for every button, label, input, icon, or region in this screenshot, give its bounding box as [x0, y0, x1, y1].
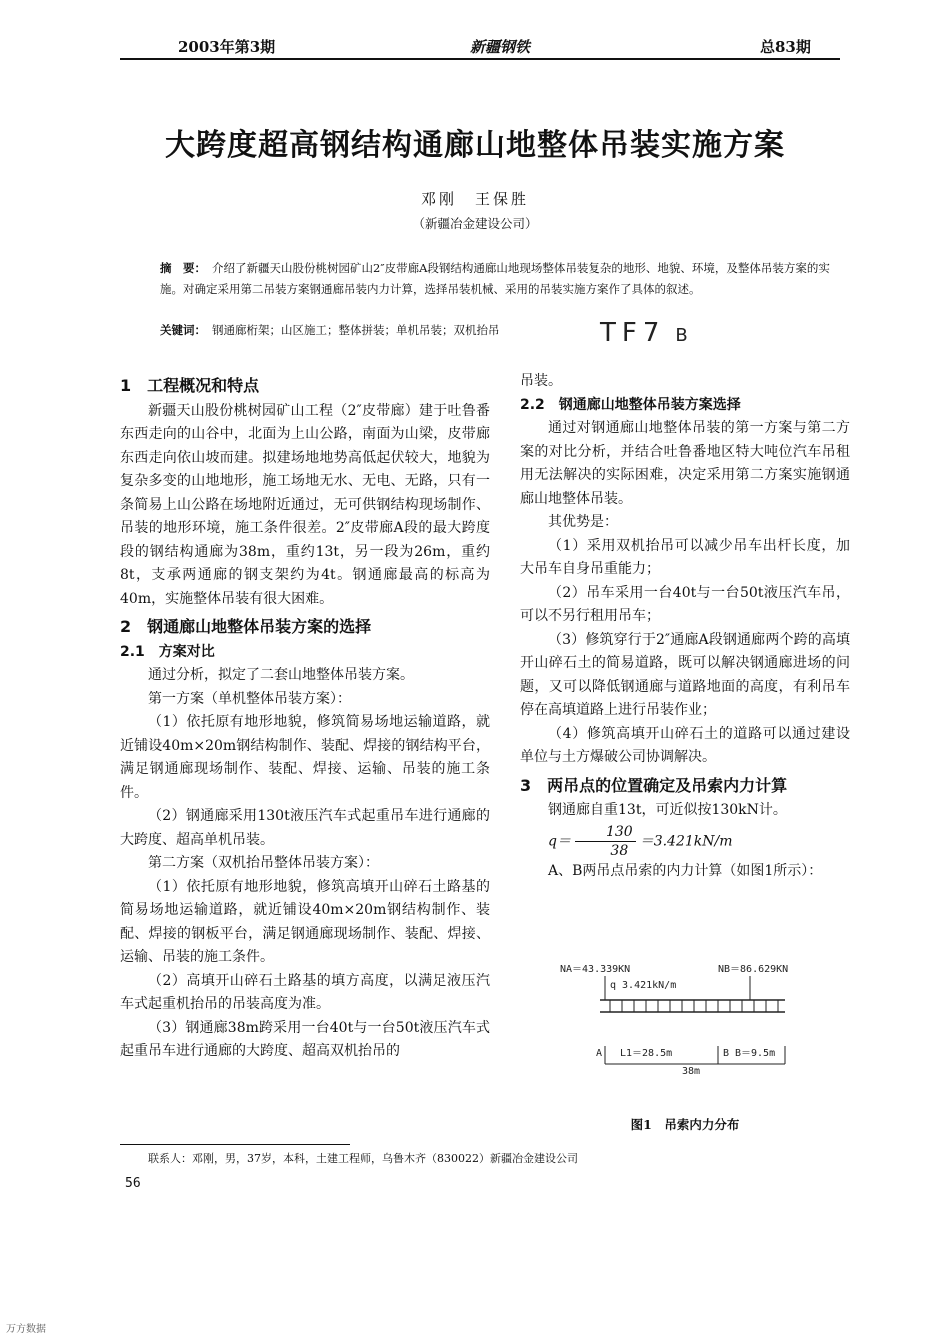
formula-numerator: 130 [575, 823, 636, 842]
handwritten-code: TF7 [600, 318, 666, 348]
formula-q [520, 823, 850, 860]
force-nb-label: NB＝86.629KN [718, 964, 789, 975]
authors: 邓刚 王保胜 [420, 190, 529, 208]
keywords-text: 钢通廊桁架；山区施工；整体拼装；单机吊装；双机抬吊 [212, 323, 500, 337]
advantage-3: （3）修筑穿行于2″通廊A段钢通廊两个跨的高填开山碎石土的简易道路，既可以解决钢通廊进场的问题，又可以降低钢通廊与道路地面的高度，有利吊车停在高填道路上进行吊装作业； [520, 631, 850, 718]
distributed-load [610, 1000, 778, 1012]
section-2-1-heading: 2.1 方案对比 [120, 643, 215, 660]
author-footnote: 联系人：邓刚，男，37岁，本科，土建工程师，乌鲁木齐（830022）新疆冶金建设公司 [148, 1152, 578, 1165]
continued-text: 吊装。 [520, 373, 562, 389]
plan-2-heading: 第二方案（双机抬吊整体吊装方案）： [148, 855, 379, 871]
section-1-paragraph: 新疆天山股份桃树园矿山工程（2″皮带廊）建于吐鲁番东西走向的山谷中，北面为上山公路，南面为山梁，皮带廊东西走向依山坡而建。拟建场地地势高低起伏较大，地貌为复杂多变的山地地形，施工场地无水、无电、无路，只有一条简易上山公路在场地附近通过，无可供钢结构现场制作、吊装的地形环境，施工条件很差。2″皮带廊A段的最大跨度段的钢结构通廊为38m，重约13t，另一段为26m，重约8t，支承两通廊的钢支架约为4t。钢通廊最高的标高为40m，实施整体吊装有很大困难。 [120, 402, 490, 607]
load-q-label: q 3.421kN/m [610, 980, 677, 991]
plan-1-item-1: （1）依托原有地形地貌，修筑简易场地运输道路，就近铺设40m×20m钢结构制作、装配、焊接的钢结构平台，满足钢通廊现场制作、装配、焊接、运输、吊装的施工条件。 [120, 714, 490, 801]
paragraph: A、B两吊点吊索的内力计算（如图1所示）： [548, 862, 823, 879]
support-a-label: A [596, 1048, 603, 1059]
section-3-heading: 3 两吊点的位置确定及吊索内力计算 [520, 775, 788, 795]
plan-2-item-1: （1）依托原有地形地貌，修筑高填开山碎石土路基的简易场地运输道路，就近铺设40m×20m钢结构制作、装配、焊接的钢板平台，满足钢通廊现场制作、装配、焊接、运输、吊装的施工条件。 [120, 878, 490, 965]
abstract-text: 介绍了新疆天山股份桃树园矿山2″皮带廊A段钢结构通廊山地现场整体吊装复杂的地形、地貌、环境，及整体吊装方案的实施。对确定采用第二吊装方案钢通廊吊装内力计算，选择吊装机械、采用的吊装实施方案作了具体的叙述。 [160, 261, 830, 296]
formula-rhs: ＝3.421kN/m [639, 833, 733, 849]
header-total-issue: 总83期 [760, 38, 811, 56]
section-2-heading: 2 钢通廊山地整体吊装方案的选择 [120, 617, 372, 636]
abstract-label: 摘 要： [160, 261, 206, 275]
right-column [520, 370, 850, 883]
span-l1-label: L1＝28.5m [620, 1048, 673, 1059]
abstract [160, 258, 830, 300]
section-1-heading: 1 工程概况和特点 [120, 376, 260, 395]
paragraph: 通过分析，拟定了二套山地整体吊装方案。 [148, 667, 414, 683]
affiliation: （新疆冶金建设公司） [412, 216, 538, 231]
plan-2-item-2: （2）高填开山碎石土路基的填方高度，以满足液压汽车式起重机抬吊的吊装高度为准。 [120, 972, 490, 1012]
span-b-label: B＝9.5m [735, 1048, 776, 1059]
advantage-2: （2）吊车采用一台40t与一台50t液压汽车吊，可以不另行租用吊车； [520, 584, 850, 624]
handwritten-letter: B [675, 325, 694, 346]
support-b-label: B [723, 1048, 730, 1059]
figure-1-diagram [560, 960, 820, 1080]
advantage-4: （4）修筑高填开山碎石土的道路可以通过建设单位与土方爆破公司协调解决。 [520, 725, 850, 765]
plan-1-heading: 第一方案（单机整体吊装方案）： [148, 690, 351, 707]
handwritten-classification [600, 318, 694, 348]
keywords-label: 关键词： [160, 323, 206, 337]
formula-lhs: q＝ [548, 833, 571, 849]
footnote-rule [120, 1144, 350, 1145]
header-journal: 新疆钢铁 [469, 38, 530, 56]
plan-1-item-2: （2）钢通廊采用130t液压汽车式起重吊车进行通廊的大跨度、超高单机吊装。 [120, 808, 490, 848]
watermark: 万方数据 [6, 1324, 46, 1335]
advantage-1: （1）采用双机抬吊可以减少吊车出杆长度，加大吊车自身吊重能力； [520, 537, 850, 577]
section-2-2-heading: 2.2 钢通廊山地整体吊装方案选择 [520, 396, 741, 413]
plan-2-item-3: （3）钢通廊38m跨采用一台40t与一台50t液压汽车式起重吊车进行通廊的大跨度、超高双机抬吊的 [120, 1019, 490, 1059]
header-rule [120, 58, 840, 60]
advantages-heading: 其优势是： [548, 514, 618, 530]
left-column [120, 370, 490, 1064]
figure-1-caption: 图1 吊索内力分布 [630, 1117, 740, 1132]
header-issue: 2003年第3期 [178, 38, 276, 56]
force-na-label: NA＝43.339KN [560, 964, 631, 975]
formula-denominator: 38 [610, 842, 629, 859]
total-length-label: 38m [682, 1066, 701, 1077]
paragraph: 通过对钢通廊山地整体吊装的第一方案与第二方案的对比分析，并结合吐鲁番地区特大吨位汽车吊租用无法解决的实际困难，决定采用第二方案实施钢通廊山地整体吊装。 [520, 420, 850, 507]
paragraph: 钢通廊自重13t，可近似按130kN计。 [548, 802, 787, 818]
page-number: 56 [125, 1176, 141, 1191]
formula-fraction [575, 823, 636, 860]
paper-title: 大跨度超高钢结构通廊山地整体吊装实施方案 [165, 128, 785, 163]
keywords [160, 322, 620, 338]
